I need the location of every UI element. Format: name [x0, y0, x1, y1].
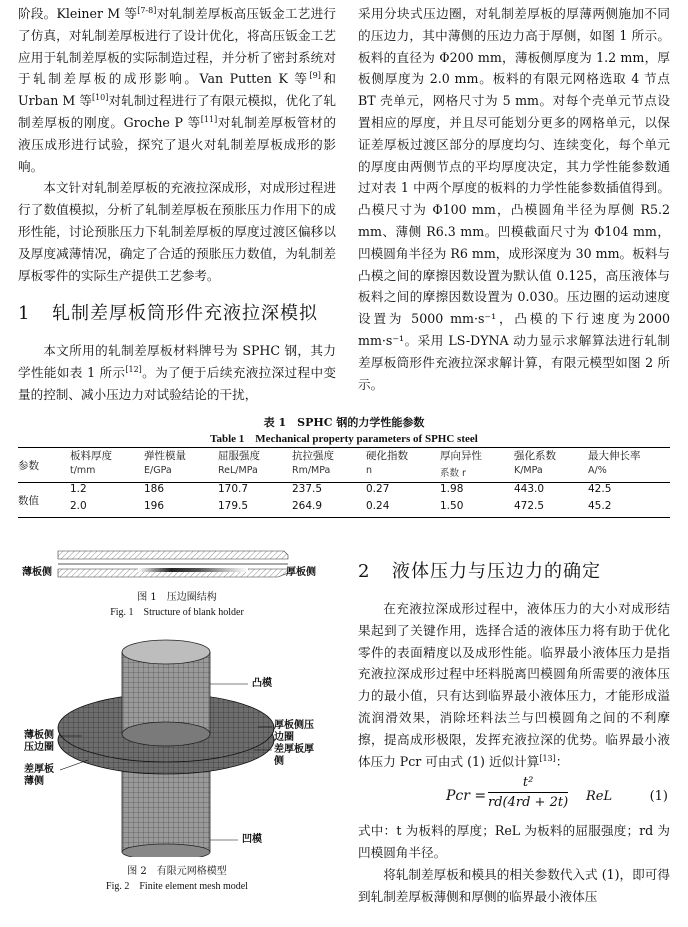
table-cell: 0.24	[366, 500, 440, 518]
section-1-heading: 1 轧制差厚板筒形件充液拉深模拟	[18, 303, 318, 325]
label-thick-side: 厚板侧	[286, 567, 316, 578]
figure-1-caption-en: Fig. 1 Structure of blank holder	[110, 607, 244, 618]
table-unit: n	[366, 465, 440, 483]
row-label-param: 参数	[18, 448, 70, 483]
table-caption-cn: 表 1 SPHC 钢的力学性能参数	[263, 416, 425, 429]
table-unit: 系数 r	[440, 465, 514, 483]
equation-fraction	[488, 774, 568, 813]
table-unit: ReL/MPa	[218, 465, 292, 483]
table-header: 强化系数	[514, 448, 588, 466]
table-caption-en: Table 1 Mechanical property parameters of SPHC steel	[210, 433, 478, 445]
paragraph-substitute: 将轧制差厚板和模具的相关参数代入式 (1)，即可得到轧制差厚板薄侧和厚侧的临界最小液体压	[358, 866, 670, 904]
table-cell: 443.0	[514, 483, 545, 495]
table-unit: t/mm	[70, 465, 144, 483]
paragraph-pressure: 在充液拉深成形过程中，液体压力的大小对成形结果起到了关键作用，选择合适的液体压力将有助于优化零件的表面精度以及成形性能。临界最小液体压力是指充液拉深成形过程中坯料脱离凹模圆角所需要的液体压力的最小值，只有达到临界最小液体压力，才能形成溢流润滑效果，消除坯料法兰与凹模圆角之间的不利摩擦，提高成形极限，发挥充液拉深的优势。临界最小液体压力 Pcr 可由式 (1) 近似计算[13]：	[358, 601, 670, 769]
paragraph-model-setup: 采用分块式压边圈，对轧制差厚板的厚薄两侧施加不同的压边力，其中薄侧的压边力高于厚侧，如图 1 所示。板料的直径为 Φ200 mm，薄板侧厚度为 1.2 mm，厚板侧厚度为 2.0 mm。板料的有限元网格选取 4 节点 BT 壳单元，网格尺寸为 5 mm。对每个壳单元节点设置相应的厚度，并且尽可能划分更多的网格单元，以保证差厚板过渡区部分的厚度均匀、连续变化，每个单元的厚度由两侧节点的平均厚度决定，其力学性能参数通过对表 1 中两个厚度的板料的力学性能参数插值得到。凸模尺寸为 Φ100 mm，凸模圆角半径为厚侧 R5.2 mm、薄侧 R6.3 mm。凹模截面尺寸为 Φ104 mm，凹模圆角半径为 R6 mm，成形深度为 30 mm。板料与凸模之间的摩擦因数设置为默认值 0.125，高压液体与板料之间的摩擦因数设置为 0.030。压边圈的运动速度设置为 5000 mm·s⁻¹，凸模的下行速度为2000 mm·s⁻¹。采用 LS-DYNA 动力显示求解算法进行轧制差厚板筒形件充液拉深求解计算，有限元模型如图 2 所示。	[358, 6, 670, 392]
label-die: 凹模	[242, 834, 262, 845]
table-header: 抗拉强度	[292, 448, 366, 466]
table-header: 硬化指数	[366, 448, 440, 466]
table-cell: 264.9	[292, 500, 366, 518]
equation-number: (1)	[649, 789, 668, 805]
equation-1	[358, 774, 670, 818]
table-header: 板料厚度	[70, 448, 144, 466]
paragraph-intro: 阶段。Kleiner M 等[7-8]对轧制差厚板高压钣金工艺进行了仿真，对轧制差厚板进行了设计优化，将高压钣金工艺应用于轧制差厚板的实际制造过程，并分析了密封系统对于轧制差厚板的成形影响。Van Putten K 等[9]和 Urban M 等[10]对轧制过程进行了有限元模拟，优化了轧制差厚板的刚度。Groche P 等[11]对轧制差厚板管材的液压成形进行试验，探究了退火对轧制差厚板成形的影响。	[18, 5, 337, 174]
table-cell: 237.5	[292, 483, 323, 495]
table-unit-row	[18, 465, 670, 483]
die-bottom	[122, 844, 210, 857]
blank-holder-drawing	[18, 545, 336, 587]
table-row	[18, 483, 670, 501]
punch-top	[122, 640, 210, 664]
figure-2-caption-cn: 图 2 有限元网格模型	[127, 866, 227, 877]
figure-2-mesh-model	[18, 632, 336, 857]
figure-1-caption-cn: 图 1 压边圈结构	[137, 592, 217, 603]
right-column	[358, 3, 670, 395]
transition-zone	[138, 568, 248, 572]
equation-denominator: rd(4rd + 2t)	[488, 795, 569, 811]
equation-lhs: Pcr =	[446, 788, 487, 805]
table-cell: 170.7	[218, 483, 249, 495]
table-cell: 179.5	[218, 500, 292, 518]
property-table	[18, 447, 670, 518]
table-cell: 42.5	[588, 483, 612, 495]
section-2-heading: 2 液体压力与压边力的确定	[358, 561, 601, 582]
table-header: 最大伸长率	[588, 448, 670, 466]
label-punch: 凸模	[252, 678, 272, 689]
table-header: 屈服强度	[218, 448, 292, 466]
holder-thin-side	[58, 551, 288, 559]
table-cell: 1.50	[440, 500, 514, 518]
punch-base	[122, 722, 210, 746]
table-cell: 1.2	[70, 483, 87, 495]
table-cell: 0.27	[366, 483, 390, 495]
paragraph-where: 式中：t 为板料的厚度；ReL 为板料的屈服强度；rd 为凹模圆角半径。	[358, 823, 670, 861]
table-header: 厚向异性	[440, 448, 514, 466]
table-unit: K/MPa	[514, 465, 588, 483]
table-unit: A/%	[588, 465, 670, 483]
table-header-row	[18, 448, 670, 466]
figure-2-caption-en: Fig. 2 Finite element mesh model	[106, 881, 248, 892]
section-2	[358, 560, 670, 908]
row-label-value: 数值	[18, 483, 70, 518]
label-thin-side: 薄板侧	[22, 567, 52, 578]
table-row	[18, 500, 670, 518]
table-cell: 196	[144, 500, 218, 518]
equation-yield: ReL	[586, 789, 613, 805]
leader-line	[60, 760, 88, 770]
table-1	[0, 415, 688, 512]
table-unit: Rm/MPa	[292, 465, 366, 483]
label-thick-holder: 厚板侧压边圈	[274, 720, 314, 743]
table-cell: 45.2	[588, 500, 670, 518]
table-cell: 2.0	[70, 500, 144, 518]
table-cell: 186	[144, 483, 165, 495]
equation-numerator: t²	[488, 774, 568, 793]
paragraph-material: 本文所用的轧制差厚板材料牌号为 SPHC 钢，其力学性能如表 1 所示[12]。为了便于后续充液拉深过程中变量的控制、减小压边力对试验结论的干扰，	[18, 343, 336, 402]
label-thin-holder: 薄板侧压边圈	[24, 730, 54, 753]
table-cell: 1.98	[440, 483, 464, 495]
table-unit: E/GPa	[144, 465, 218, 483]
label-blank-thick: 差厚板厚侧	[274, 744, 314, 767]
table-cell: 472.5	[514, 500, 588, 518]
left-column	[18, 3, 336, 406]
table-header: 弹性模量	[144, 448, 218, 466]
label-blank-thin: 差厚板薄侧	[24, 764, 54, 787]
paragraph-purpose: 本文针对轧制差厚板的充液拉深成形，对成形过程进行了数值模拟，分析了轧制差厚板在预胀压力作用下的成形性能，讨论预胀压力下轧制差厚板的厚度过渡区偏移以及厚度减薄情况，确定了合适的预胀压力数值，为轧制差厚板零件的实际生产提供工艺参考。	[18, 180, 336, 283]
